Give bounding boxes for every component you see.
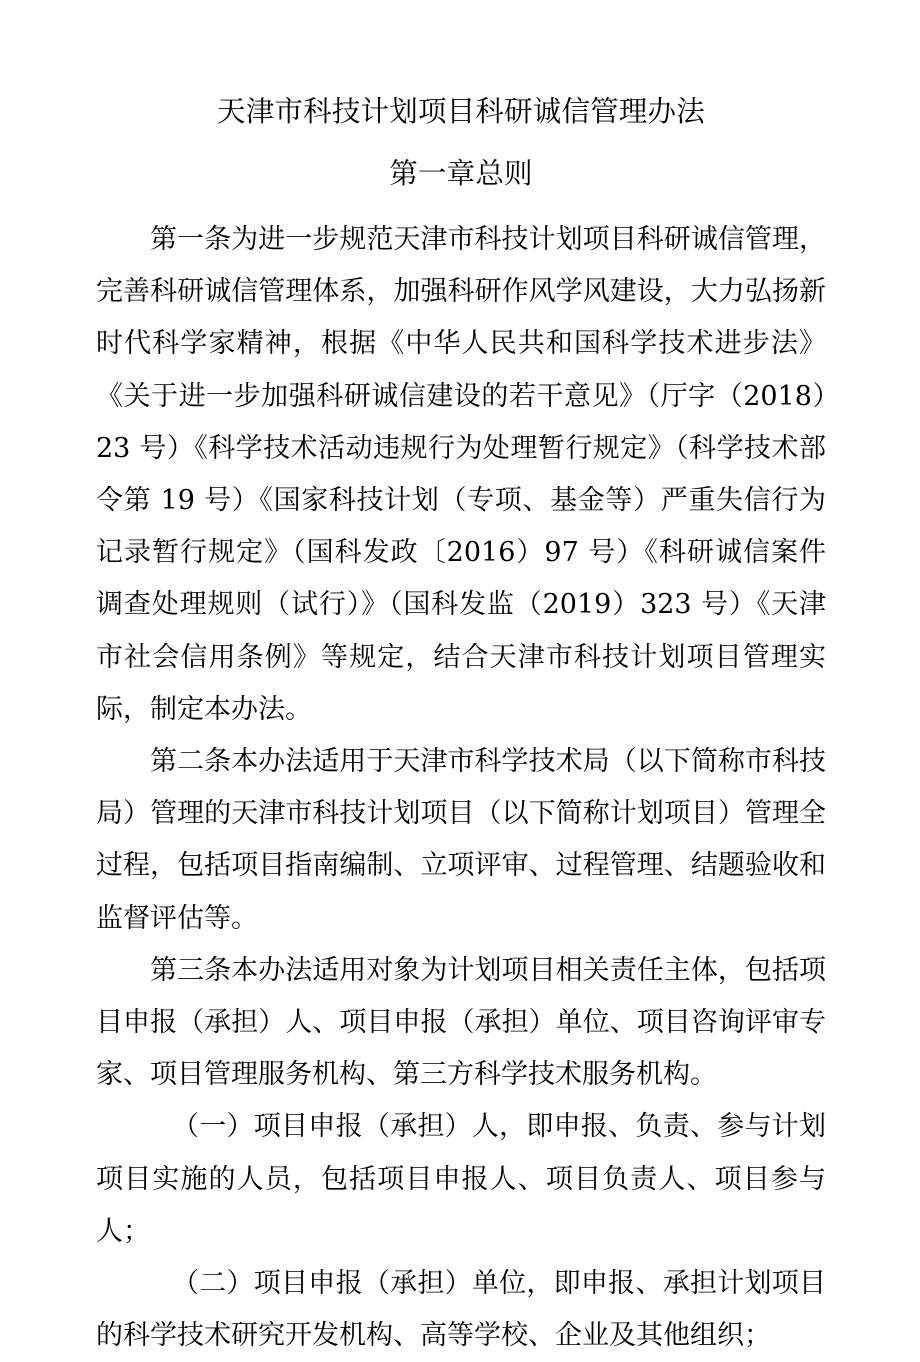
document-body (96, 200, 826, 1362)
page-title: 天津市科技计划项目科研诚信管理办法 (217, 95, 705, 128)
paragraph-article-3-item-1: （一）项目申报（承担）人，即申报、负责、参与计划项目实施的人员，包括项目申报人、项目负责人、项目参与人； (96, 1111, 826, 1247)
document-content (96, 0, 826, 1362)
paragraph-article-1: 第一条为进一步规范天津市科技计划项目科研诚信管理，完善科研诚信管理体系，加强科研作风学风建设，大力弘扬新时代科学家精神，根据《中华人民共和国科学技术进步法》《关于进一步加强科研诚信建设的若干意见》（厅字（2018）23 号）《科学技术活动违规行为处理暂行规定》（科学技术部令第 19 号）《国家科技计划（专项、基金等）严重失信行为记录暂行规定》（国科发政〔2016）97 号）《科研诚信案件调查处理规则（试行）》（国科发监（2019）323 号）《天津市社会信用条例》等规定，结合天津市科技计划项目管理实际，制定本办法。 (96, 224, 826, 725)
paragraph-article-2: 第二条本办法适用于天津市科学技术局（以下简称市科技局）管理的天津市科技计划项目（以下简称计划项目）管理全过程，包括项目指南编制、立项评审、过程管理、结题验收和监督评估等。 (96, 746, 826, 934)
paragraph-article-3-item-2: （二）项目申报（承担）单位，即申报、承担计划项目的科学技术研究开发机构、高等学校、企业及其他组织； (96, 1268, 826, 1352)
paragraph-article-3: 第三条本办法适用对象为计划项目相关责任主体，包括项目申报（承担）人、项目申报（承担）单位、项目咨询评审专家、项目管理服务机构、第三方科学技术服务机构。 (96, 954, 826, 1091)
chapter-heading: 第一章总则 (389, 157, 533, 190)
